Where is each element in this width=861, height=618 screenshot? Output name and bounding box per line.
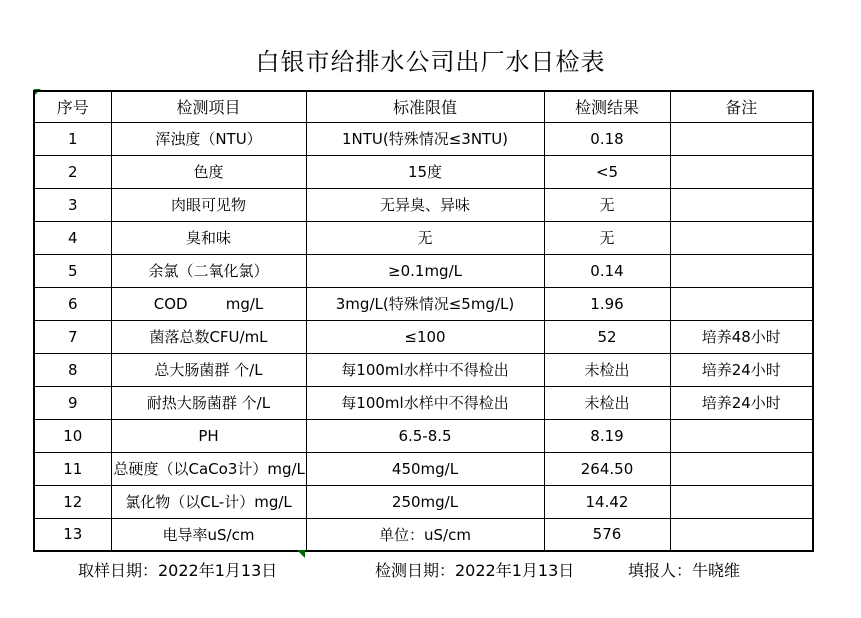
table-header	[34, 91, 813, 122]
cell-item: 色度	[111, 155, 306, 188]
cell-note	[670, 221, 813, 254]
reporter-text: 填报人：牛晓维	[628, 561, 741, 580]
table-row	[34, 320, 813, 353]
cell-note: 培养24小时	[670, 386, 813, 419]
table-row	[34, 188, 813, 221]
cell-standard: 单位：uS/cm	[306, 518, 544, 551]
cell-note	[670, 155, 813, 188]
cell-standard: 无异臭、异味	[306, 188, 544, 221]
cell-result: 52	[544, 320, 670, 353]
cell-standard: 3mg/L(特殊情况≤5mg/L)	[306, 287, 544, 320]
cell-result: 14.42	[544, 485, 670, 518]
table-row	[34, 353, 813, 386]
cell-no: 6	[34, 287, 111, 320]
table-row	[34, 419, 813, 452]
sampling-date-text: 取样日期：2022年1月13日	[78, 561, 278, 580]
cell-note	[670, 122, 813, 155]
cell-note	[670, 485, 813, 518]
cell-no: 11	[34, 452, 111, 485]
cell-no: 12	[34, 485, 111, 518]
cell-no: 1	[34, 122, 111, 155]
cell-item: 耐热大肠菌群 个/L	[111, 386, 306, 419]
cell-result: <5	[544, 155, 670, 188]
cell-no: 9	[34, 386, 111, 419]
inspection-table	[33, 90, 814, 552]
cell-no: 7	[34, 320, 111, 353]
cell-item: 总大肠菌群 个/L	[111, 353, 306, 386]
col-header-no: 序号	[34, 91, 111, 122]
cell-result: 0.14	[544, 254, 670, 287]
cell-result: 264.50	[544, 452, 670, 485]
cell-standard: 1NTU(特殊情况≤3NTU)	[306, 122, 544, 155]
cell-result: 0.18	[544, 122, 670, 155]
cell-result: 无	[544, 188, 670, 221]
cell-standard: 250mg/L	[306, 485, 544, 518]
cell-no: 4	[34, 221, 111, 254]
cell-result: 无	[544, 221, 670, 254]
cell-item: 电导率uS/cm	[111, 518, 306, 551]
cell-note	[670, 254, 813, 287]
table-row	[34, 485, 813, 518]
test-date-text: 检测日期：2022年1月13日	[375, 561, 575, 580]
cell-item: 菌落总数CFU/mL	[111, 320, 306, 353]
cell-result: 576	[544, 518, 670, 551]
cell-no: 5	[34, 254, 111, 287]
cell-no: 8	[34, 353, 111, 386]
cell-standard: 15度	[306, 155, 544, 188]
col-header-result: 检测结果	[544, 91, 670, 122]
cell-item: 肉眼可见物	[111, 188, 306, 221]
table-body	[34, 122, 813, 551]
cell-standard: 无	[306, 221, 544, 254]
cell-standard: 450mg/L	[306, 452, 544, 485]
table-row	[34, 254, 813, 287]
table-row	[34, 518, 813, 551]
table-row	[34, 287, 813, 320]
cell-note	[670, 452, 813, 485]
cell-no: 2	[34, 155, 111, 188]
page-title: 白银市给排水公司出厂水日检表	[255, 48, 606, 76]
cell-no: 10	[34, 419, 111, 452]
cell-standard: ≤100	[306, 320, 544, 353]
table-row	[34, 221, 813, 254]
cell-note	[670, 518, 813, 551]
cell-item: 浑浊度（NTU）	[111, 122, 306, 155]
cell-item: COD mg/L	[111, 287, 306, 320]
cell-standard: 6.5-8.5	[306, 419, 544, 452]
cell-no: 3	[34, 188, 111, 221]
cell-result: 1.96	[544, 287, 670, 320]
cell-standard: 每100ml水样中不得检出	[306, 386, 544, 419]
cell-result: 未检出	[544, 353, 670, 386]
table-row	[34, 122, 813, 155]
col-header-standard: 标准限值	[306, 91, 544, 122]
cell-item: 余氯（二氧化氯）	[111, 254, 306, 287]
cell-note: 培养48小时	[670, 320, 813, 353]
cell-result: 未检出	[544, 386, 670, 419]
table-row	[34, 386, 813, 419]
cell-no: 13	[34, 518, 111, 551]
cell-item: 总硬度（以CaCo3计）mg/L	[111, 452, 306, 485]
cell-item: PH	[111, 419, 306, 452]
footer	[0, 558, 861, 578]
cell-standard: ≥0.1mg/L	[306, 254, 544, 287]
cell-note	[670, 287, 813, 320]
excel-bottom-marker-icon	[297, 550, 305, 558]
col-header-item: 检测项目	[111, 91, 306, 122]
table-row	[34, 452, 813, 485]
cell-note	[670, 419, 813, 452]
cell-note: 培养24小时	[670, 353, 813, 386]
col-header-note: 备注	[670, 91, 813, 122]
cell-item: 臭和味	[111, 221, 306, 254]
table-row	[34, 155, 813, 188]
cell-result: 8.19	[544, 419, 670, 452]
cell-item: 氯化物（以CL-计）mg/L	[111, 485, 306, 518]
cell-note	[670, 188, 813, 221]
header-row	[34, 91, 813, 122]
cell-standard: 每100ml水样中不得检出	[306, 353, 544, 386]
